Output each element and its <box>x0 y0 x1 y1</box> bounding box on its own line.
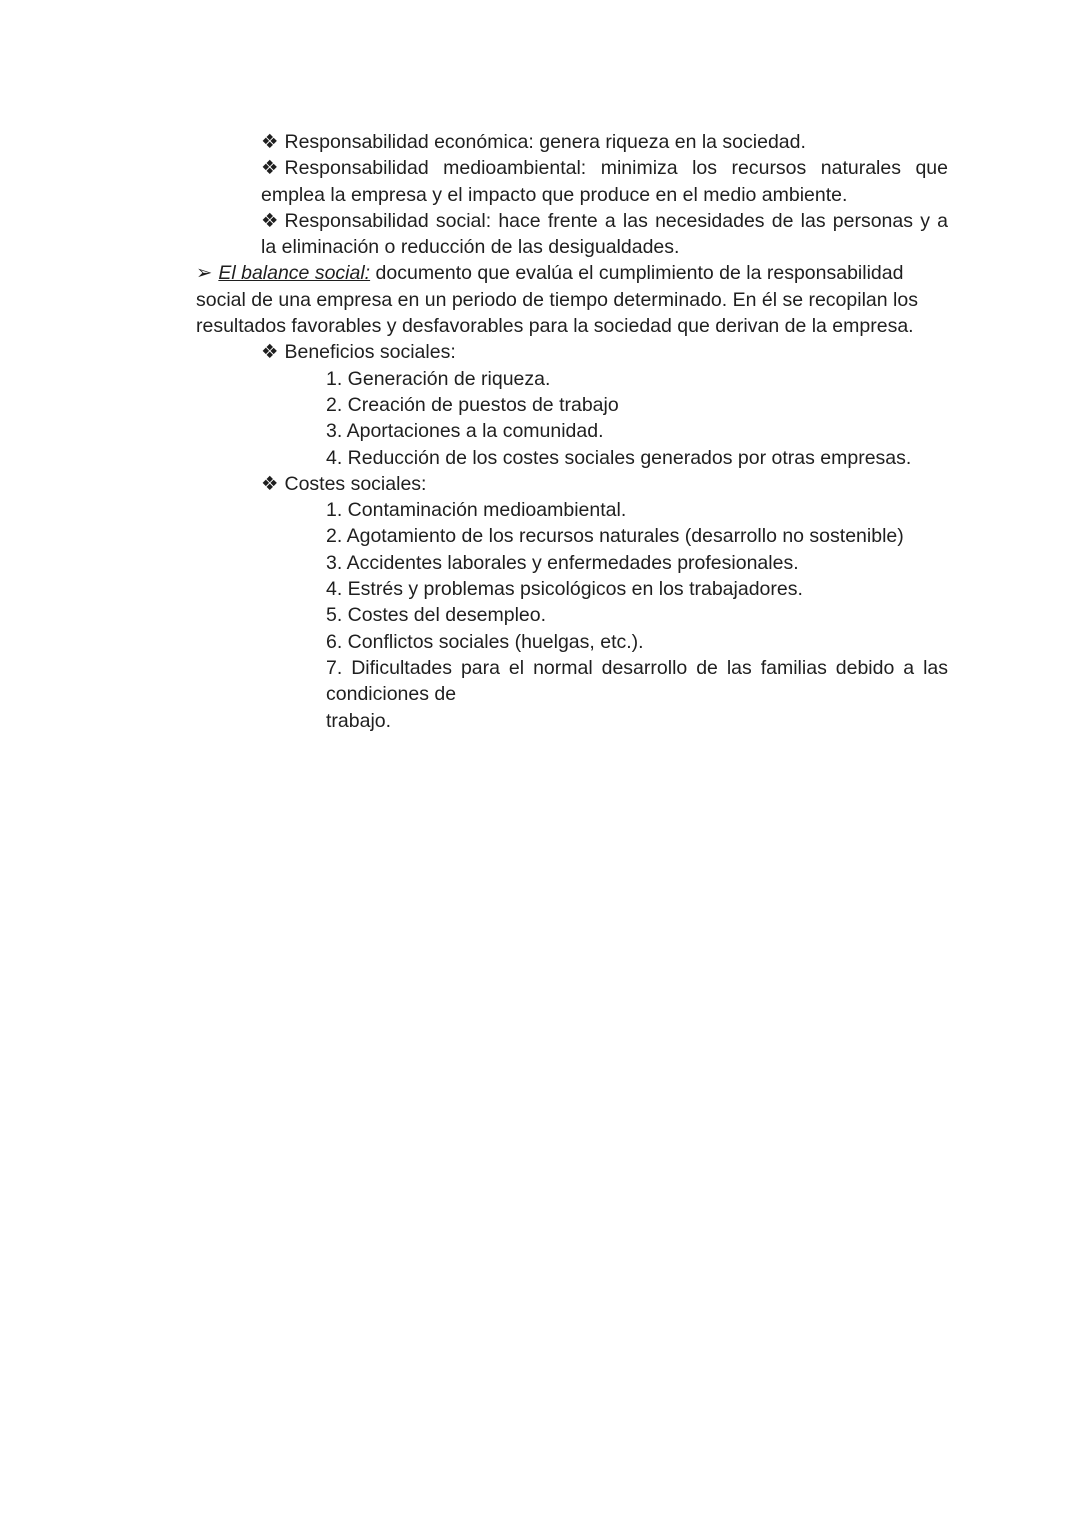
coste-item-7-line-1: 7. Dificultades para el normal desarrollo de las familias debido a las <box>326 656 948 679</box>
beneficio-item: 2. Creación de puestos de trabajo <box>326 393 619 416</box>
coste-item: 2. Agotamiento de los recursos naturales (desarrollo no sostenible) <box>326 525 904 548</box>
beneficio-item: 1. Generación de riqueza. <box>326 367 551 390</box>
coste-item: 6. Conflictos sociales (huelgas, etc.). <box>326 630 644 653</box>
coste-item: 5. Costes del desempleo. <box>326 604 547 627</box>
coste-item-7-line-2: condiciones de <box>326 683 457 706</box>
coste-item-7-line-3: trabajo. <box>326 709 392 732</box>
beneficios-heading <box>261 339 948 365</box>
responsabilidad-medioambiental <box>261 155 948 208</box>
balance-line-1: documento que evalúa el cumplimiento de la responsabilidad <box>375 262 904 285</box>
responsabilidad-economica-text: Responsabilidad económica: genera riqueza en la sociedad. <box>284 131 806 153</box>
coste-item: 3. Accidentes laborales y enfermedades profesionales. <box>326 551 799 574</box>
beneficios-heading-text: Beneficios sociales: <box>284 341 456 364</box>
beneficio-item: 3. Aportaciones a la comunidad. <box>326 420 604 443</box>
costes-heading <box>261 471 948 497</box>
diamond-bullet-icon: ❖ <box>261 472 279 495</box>
balance-line-3: resultados favorables y desfavorables para la sociedad que derivan de la empresa. <box>196 315 914 338</box>
responsabilidad-social-text: Responsabilidad social: hace frente a las necesidades de las personas y a la eliminación o reducción de las desigualdades. <box>261 209 948 259</box>
balance-social-term: El balance social: <box>218 262 371 285</box>
responsabilidad-social <box>261 208 948 261</box>
balance-social-definition <box>196 260 948 286</box>
responsabilidad-medioambiental-text: Responsabilidad medioambiental: minimiza los recursos naturales que emplea la empresa y el impacto que produce en el medio ambiente. <box>261 157 948 206</box>
balance-line-2: social de una empresa en un periodo de tiempo determinado. En él se recopilan los <box>196 288 918 311</box>
responsabilidad-economica <box>261 129 948 155</box>
coste-item: 4. Estrés y problemas psicológicos en los trabajadores. <box>326 578 803 601</box>
document-content <box>196 129 948 734</box>
coste-item: 1. Contaminación medioambiental. <box>326 499 627 522</box>
arrow-bullet-icon: ➢ <box>196 262 213 285</box>
diamond-bullet-icon: ❖ <box>261 157 279 180</box>
diamond-bullet-icon: ❖ <box>261 209 279 232</box>
costes-heading-text: Costes sociales: <box>284 472 427 495</box>
diamond-bullet-icon: ❖ <box>261 131 279 153</box>
diamond-bullet-icon: ❖ <box>261 341 279 364</box>
beneficio-item: 4. Reducción de los costes sociales generados por otras empresas. <box>326 446 912 469</box>
